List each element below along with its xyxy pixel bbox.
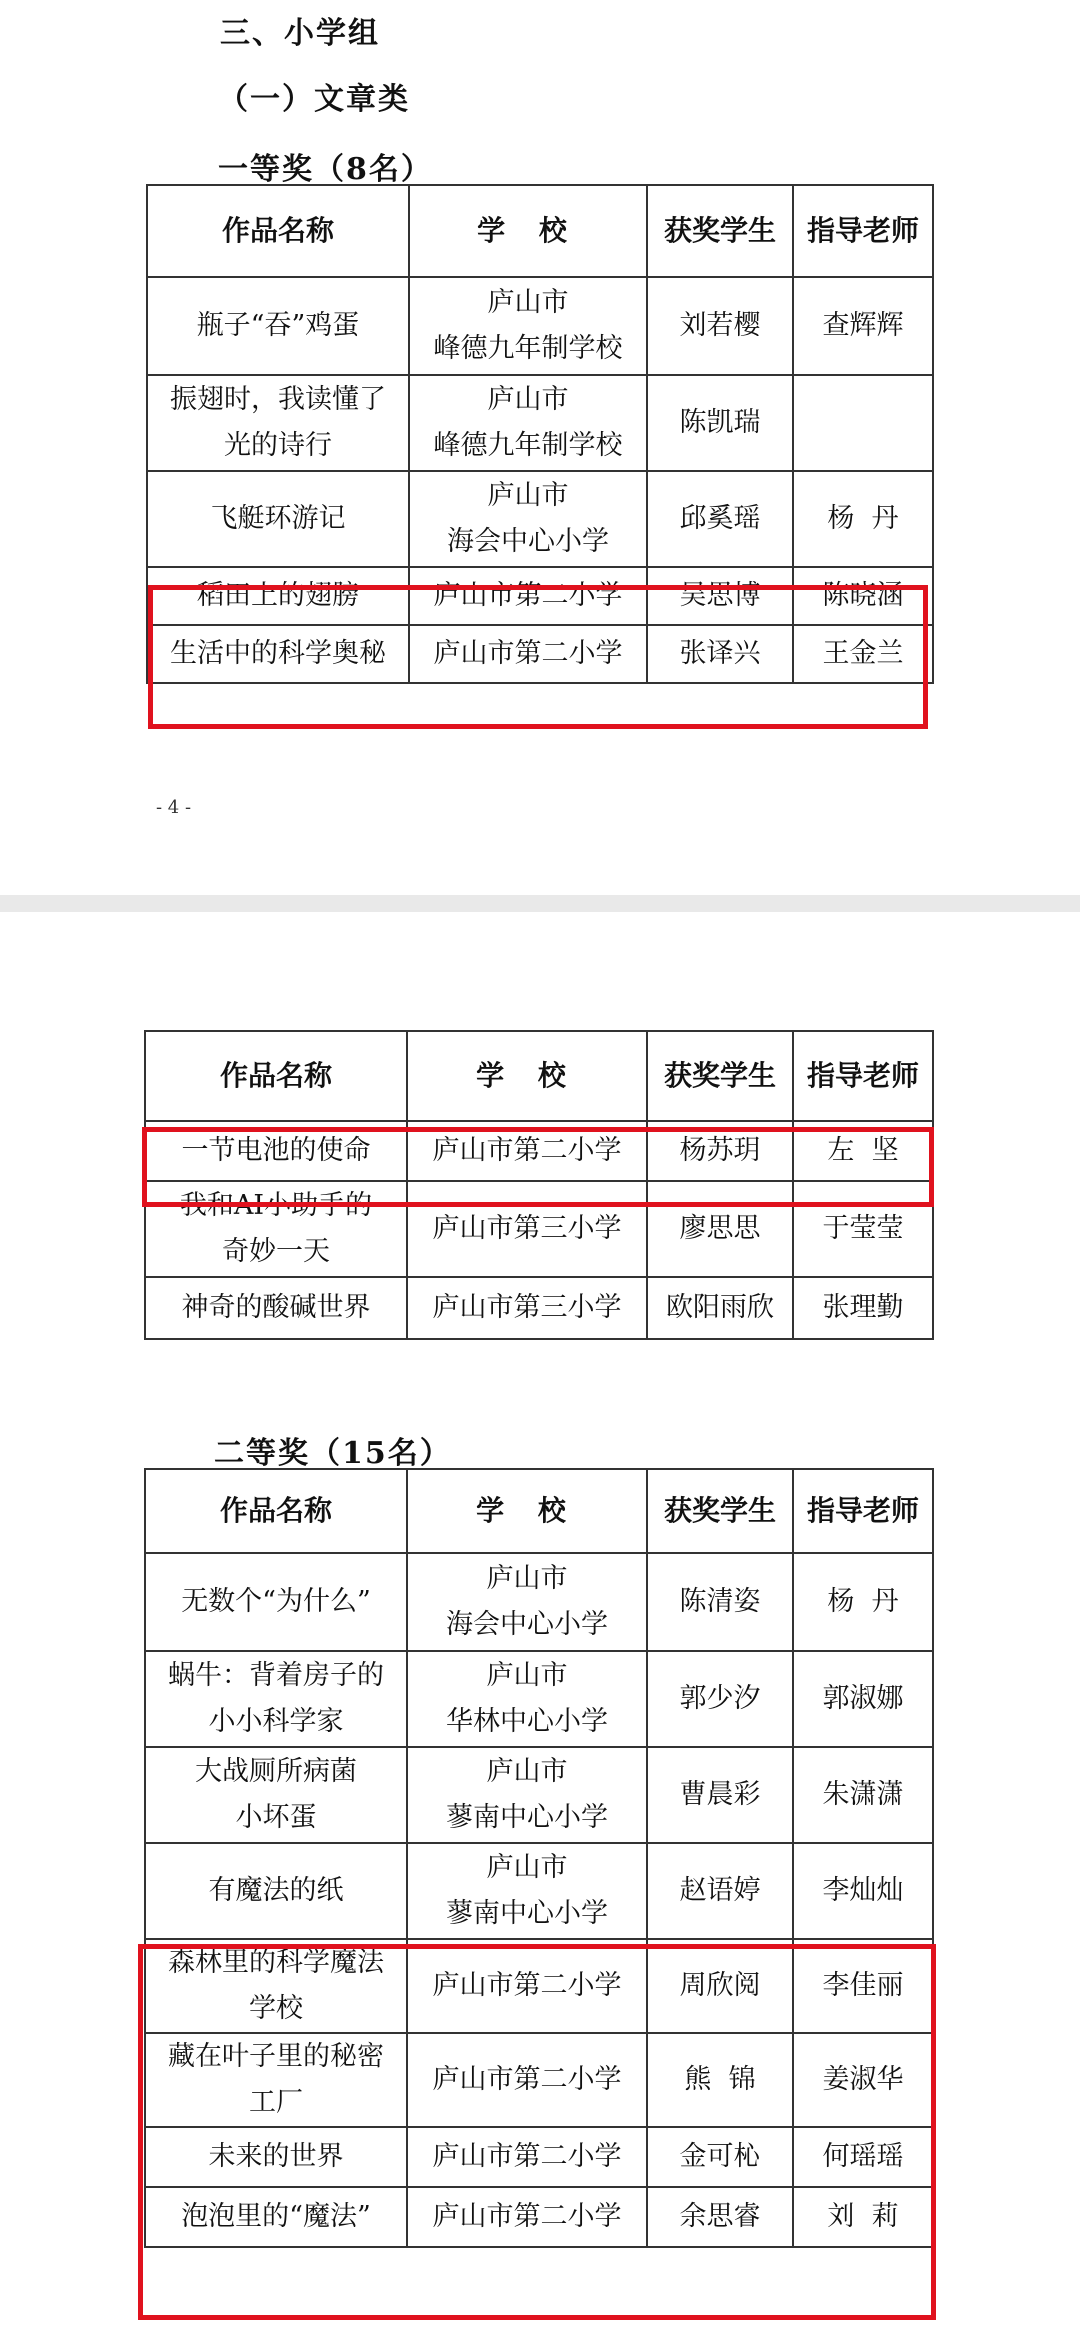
work-title-line: 大战厕所病菌 bbox=[195, 1756, 357, 1787]
table-row bbox=[147, 375, 933, 471]
student-cell: 周欣阅 bbox=[647, 1939, 793, 2033]
first-prize-table-part1 bbox=[146, 184, 934, 684]
work-title-line: 生活中的科学奥秘 bbox=[170, 638, 386, 669]
teacher-cell: 左 坚 bbox=[793, 1121, 933, 1181]
school-cell bbox=[407, 1121, 647, 1181]
table-row bbox=[145, 2033, 933, 2127]
award-title-second-prize: 二等奖（15名） bbox=[214, 1436, 452, 1471]
work-title-line: 蜗牛：背着房子的 bbox=[168, 1660, 384, 1691]
teacher-cell: 查辉辉 bbox=[793, 277, 933, 375]
school-line: 庐山市第二小学 bbox=[432, 1135, 622, 1166]
school-line: 庐山市 bbox=[487, 287, 569, 318]
table-header bbox=[145, 1031, 933, 1121]
school-line: 海会中心小学 bbox=[446, 1609, 608, 1640]
school-cell bbox=[407, 2187, 647, 2247]
student-cell: 熊 锦 bbox=[647, 2033, 793, 2127]
document-page-4 bbox=[0, 0, 1080, 895]
table-body bbox=[145, 1121, 933, 1339]
work-title-line: 森林里的科学魔法 bbox=[168, 1947, 384, 1978]
work-title-cell bbox=[147, 277, 409, 375]
work-title-line: 瓶子“吞”鸡蛋 bbox=[196, 310, 360, 341]
document-page-5 bbox=[0, 912, 1080, 2342]
work-title-cell bbox=[147, 625, 409, 683]
student-cell: 曹晨彩 bbox=[647, 1747, 793, 1843]
table-header bbox=[147, 185, 933, 277]
student-cell: 欧阳雨欣 bbox=[647, 1277, 793, 1339]
table-header bbox=[145, 1469, 933, 1553]
table-row bbox=[147, 277, 933, 375]
header-student: 获奖学生 bbox=[647, 185, 793, 277]
header-work-title: 作品名称 bbox=[145, 1031, 407, 1121]
teacher-cell: 于莹莹 bbox=[793, 1181, 933, 1277]
header-student: 获奖学生 bbox=[647, 1031, 793, 1121]
work-title-line: 未来的世界 bbox=[208, 2141, 344, 2172]
work-title-line: 泡泡里的“魔法” bbox=[181, 2201, 371, 2232]
table-row bbox=[145, 1939, 933, 2033]
table-row bbox=[145, 1553, 933, 1651]
table-body bbox=[147, 277, 933, 683]
work-title-cell bbox=[145, 1181, 407, 1277]
subsection-title: （一）文章类 bbox=[218, 82, 410, 117]
work-title-line: 工厂 bbox=[249, 2087, 303, 2118]
school-line: 庐山市 bbox=[487, 480, 569, 511]
school-line: 庐山市第二小学 bbox=[432, 2064, 622, 2095]
work-title-line: 学校 bbox=[249, 1993, 303, 2024]
school-line: 庐山市 bbox=[486, 1660, 568, 1691]
work-title-line: 神奇的酸碱世界 bbox=[181, 1292, 371, 1323]
student-cell: 陈凯瑞 bbox=[647, 375, 793, 471]
school-line: 庐山市第二小学 bbox=[432, 1970, 622, 2001]
school-line: 华林中心小学 bbox=[446, 1706, 608, 1737]
work-title-line: 藏在叶子里的秘密 bbox=[168, 2041, 384, 2072]
award-title-first-prize: 一等奖（8名） bbox=[218, 152, 433, 187]
teacher-cell bbox=[793, 375, 933, 471]
work-title-line: 有魔法的纸 bbox=[208, 1875, 344, 1906]
header-teacher: 指导老师 bbox=[793, 1031, 933, 1121]
header-row bbox=[145, 1031, 933, 1121]
header-work-title: 作品名称 bbox=[145, 1469, 407, 1553]
work-title-cell bbox=[145, 1747, 407, 1843]
student-cell: 张译兴 bbox=[647, 625, 793, 683]
work-title-cell bbox=[145, 1939, 407, 2033]
school-line: 庐山市 bbox=[487, 384, 569, 415]
table-row bbox=[147, 625, 933, 683]
work-title-cell bbox=[145, 1843, 407, 1939]
school-line: 庐山市 bbox=[486, 1563, 568, 1594]
school-cell bbox=[409, 625, 647, 683]
header-school: 学 校 bbox=[407, 1031, 647, 1121]
school-cell bbox=[407, 1651, 647, 1747]
work-title-cell bbox=[147, 567, 409, 625]
teacher-cell: 李灿灿 bbox=[793, 1843, 933, 1939]
student-cell: 郭少汐 bbox=[647, 1651, 793, 1747]
school-line: 庐山市 bbox=[486, 1852, 568, 1883]
teacher-cell: 郭淑娜 bbox=[793, 1651, 933, 1747]
school-cell bbox=[407, 1939, 647, 2033]
school-cell bbox=[407, 1747, 647, 1843]
school-line: 庐山市第三小学 bbox=[432, 1213, 622, 1244]
table-row bbox=[145, 1277, 933, 1339]
work-title-cell bbox=[145, 1121, 407, 1181]
student-cell: 刘若樱 bbox=[647, 277, 793, 375]
school-cell bbox=[407, 2127, 647, 2187]
school-line: 庐山市第二小学 bbox=[433, 580, 623, 611]
header-school: 学 校 bbox=[407, 1469, 647, 1553]
student-cell: 廖思思 bbox=[647, 1181, 793, 1277]
school-cell bbox=[407, 1843, 647, 1939]
teacher-cell: 姜淑华 bbox=[793, 2033, 933, 2127]
work-title-line: 稻田上的翅膀 bbox=[197, 580, 359, 611]
table-body bbox=[145, 1553, 933, 2247]
teacher-cell: 杨 丹 bbox=[793, 1553, 933, 1651]
table-row bbox=[147, 471, 933, 567]
school-line: 蓼南中心小学 bbox=[446, 1802, 608, 1833]
school-cell bbox=[407, 1277, 647, 1339]
work-title-line: 小坏蛋 bbox=[235, 1802, 317, 1833]
header-teacher: 指导老师 bbox=[793, 185, 933, 277]
teacher-cell: 王金兰 bbox=[793, 625, 933, 683]
first-prize-table-part2 bbox=[144, 1030, 934, 1340]
work-title-cell bbox=[145, 1277, 407, 1339]
work-title-line: 奇妙一天 bbox=[222, 1236, 330, 1267]
work-title-line: 飞艇环游记 bbox=[210, 503, 346, 534]
work-title-cell bbox=[145, 1553, 407, 1651]
table-row bbox=[145, 1651, 933, 1747]
student-cell: 吴思博 bbox=[647, 567, 793, 625]
student-cell: 赵语婷 bbox=[647, 1843, 793, 1939]
school-cell bbox=[409, 471, 647, 567]
table-row bbox=[145, 2127, 933, 2187]
teacher-cell: 杨 丹 bbox=[793, 471, 933, 567]
teacher-cell: 朱潇潇 bbox=[793, 1747, 933, 1843]
school-cell bbox=[409, 277, 647, 375]
header-row bbox=[145, 1469, 933, 1553]
page-number: - 4 - bbox=[156, 797, 192, 818]
student-cell: 余思睿 bbox=[647, 2187, 793, 2247]
work-title-cell bbox=[145, 2033, 407, 2127]
school-line: 庐山市第二小学 bbox=[432, 2201, 622, 2232]
table-row bbox=[147, 567, 933, 625]
school-line: 庐山市 bbox=[486, 1756, 568, 1787]
school-line: 庐山市第二小学 bbox=[432, 2141, 622, 2172]
work-title-line: 我和AI小助手的 bbox=[179, 1190, 373, 1221]
table-row bbox=[145, 1181, 933, 1277]
work-title-line: 一节电池的使命 bbox=[181, 1135, 371, 1166]
table-row bbox=[145, 2187, 933, 2247]
school-cell bbox=[407, 2033, 647, 2127]
header-school: 学 校 bbox=[409, 185, 647, 277]
work-title-line: 光的诗行 bbox=[224, 430, 332, 461]
teacher-cell: 张理勤 bbox=[793, 1277, 933, 1339]
school-line: 海会中心小学 bbox=[447, 526, 609, 557]
section-title: 三、小学组 bbox=[220, 16, 380, 51]
school-cell bbox=[407, 1553, 647, 1651]
work-title-cell bbox=[147, 375, 409, 471]
header-student: 获奖学生 bbox=[647, 1469, 793, 1553]
school-cell bbox=[409, 567, 647, 625]
table-row bbox=[145, 1121, 933, 1181]
school-line: 峰德九年制学校 bbox=[433, 333, 623, 364]
student-cell: 杨苏玥 bbox=[647, 1121, 793, 1181]
work-title-line: 无数个“为什么” bbox=[181, 1586, 371, 1617]
work-title-cell bbox=[147, 471, 409, 567]
teacher-cell: 刘 莉 bbox=[793, 2187, 933, 2247]
school-cell bbox=[409, 375, 647, 471]
table-row bbox=[145, 1747, 933, 1843]
student-cell: 邱奚瑶 bbox=[647, 471, 793, 567]
school-line: 庐山市第二小学 bbox=[433, 638, 623, 669]
header-work-title: 作品名称 bbox=[147, 185, 409, 277]
header-teacher: 指导老师 bbox=[793, 1469, 933, 1553]
work-title-line: 振翅时，我读懂了 bbox=[170, 384, 386, 415]
teacher-cell: 李佳丽 bbox=[793, 1939, 933, 2033]
work-title-line: 小小科学家 bbox=[208, 1706, 344, 1737]
teacher-cell: 何瑶瑶 bbox=[793, 2127, 933, 2187]
work-title-cell bbox=[145, 1651, 407, 1747]
school-cell bbox=[407, 1181, 647, 1277]
teacher-cell: 陈晓涵 bbox=[793, 567, 933, 625]
second-prize-table bbox=[144, 1468, 934, 2248]
school-line: 庐山市第三小学 bbox=[432, 1292, 622, 1323]
student-cell: 金可杺 bbox=[647, 2127, 793, 2187]
school-line: 蓼南中心小学 bbox=[446, 1898, 608, 1929]
student-cell: 陈清姿 bbox=[647, 1553, 793, 1651]
work-title-cell bbox=[145, 2187, 407, 2247]
work-title-cell bbox=[145, 2127, 407, 2187]
table-row bbox=[145, 1843, 933, 1939]
school-line: 峰德九年制学校 bbox=[433, 430, 623, 461]
header-row bbox=[147, 185, 933, 277]
